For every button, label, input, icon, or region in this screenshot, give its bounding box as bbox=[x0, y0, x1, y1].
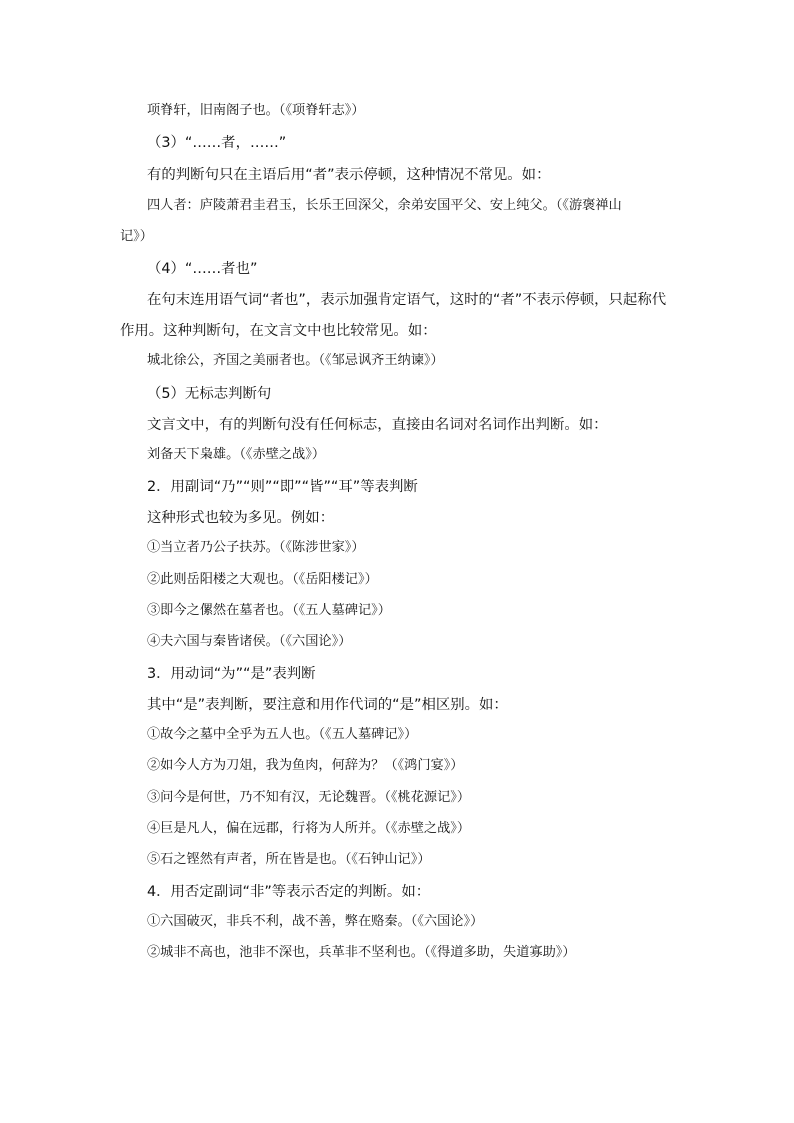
example-line: 城北徐公，齐国之美丽者也。（《邹忌讽齐王纳谏》） bbox=[147, 353, 444, 368]
example-line: ③即今之傫然在墓者也。（《五人墓碑记》） bbox=[147, 603, 391, 618]
body-paragraph: 文言文中，有的判断句没有任何标志，直接由名词对名词作出判断。如： bbox=[147, 417, 608, 433]
body-paragraph: 这种形式也较为多见。例如： bbox=[147, 510, 335, 526]
example-line: ②如今人方为刀俎，我为鱼肉，何辞为？（《鸿门宴》） bbox=[147, 758, 464, 773]
example-line: ①当立者乃公子扶苏。（《陈涉世家》） bbox=[147, 540, 365, 555]
body-paragraph: 有的判断句只在主语后用“者”表示停顿，这种情况不常见。如： bbox=[147, 167, 551, 183]
example-line: ②此则岳阳楼之大观也。（《岳阳楼记》） bbox=[147, 572, 378, 587]
body-paragraph-continuation: 作用。这种判断句，在文言文中也比较常见。如： bbox=[120, 323, 437, 339]
section-heading: 4．用否定副词“非”等表示否定的判断。如： bbox=[147, 884, 431, 900]
example-line: ①六国破灭，非兵不利，战不善，弊在赂秦。（《六国论》） bbox=[147, 914, 484, 929]
subsection-heading: （4）“……者也” bbox=[147, 261, 258, 277]
example-line: 四人者：庐陵萧君圭君玉，长乐王回深父，余弟安国平父、安上纯父。（《游褒禅山 bbox=[147, 198, 622, 213]
example-line: ④巨是凡人，偏在远郡，行将为人所并。（《赤壁之战》） bbox=[147, 821, 471, 836]
section-heading: 2．用副词“乃”“则”“即”“皆”“耳”等表判断 bbox=[147, 479, 418, 495]
example-line: ①故今之墓中全乎为五人也。（《五人墓碑记》） bbox=[147, 727, 418, 742]
subsection-heading: （5）无标志判断句 bbox=[147, 386, 272, 402]
body-paragraph: 其中“是”表判断，要注意和用作代词的“是”相区别。如： bbox=[147, 697, 508, 713]
example-line: ②城非不高也，池非不深也，兵革非不坚利也。（《得道多助，失道寡助》） bbox=[147, 945, 576, 960]
example-line-continuation: 记》） bbox=[120, 229, 153, 244]
example-line: ④夫六国与秦皆诸侯。（《六国论》） bbox=[147, 634, 352, 649]
example-line: 刘备天下枭雄。（《赤壁之战》） bbox=[147, 447, 326, 462]
example-line: ③问今是何世，乃不知有汉，无论魏晋。（《桃花源记》） bbox=[147, 790, 471, 805]
example-line: 项脊轩，旧南阁子也。（《项脊轩志》） bbox=[147, 103, 365, 118]
section-heading: 3．用动词“为”“是”表判断 bbox=[147, 666, 316, 682]
body-paragraph: 在句末连用语气词“者也”，表示加强肯定语气，这时的“者”不表示停顿，只起称代 bbox=[147, 292, 667, 308]
subsection-heading: （3）“……者，……” bbox=[147, 135, 287, 151]
example-line: ⑤石之铿然有声者，所在皆是也。（《石钟山记》） bbox=[147, 852, 431, 867]
